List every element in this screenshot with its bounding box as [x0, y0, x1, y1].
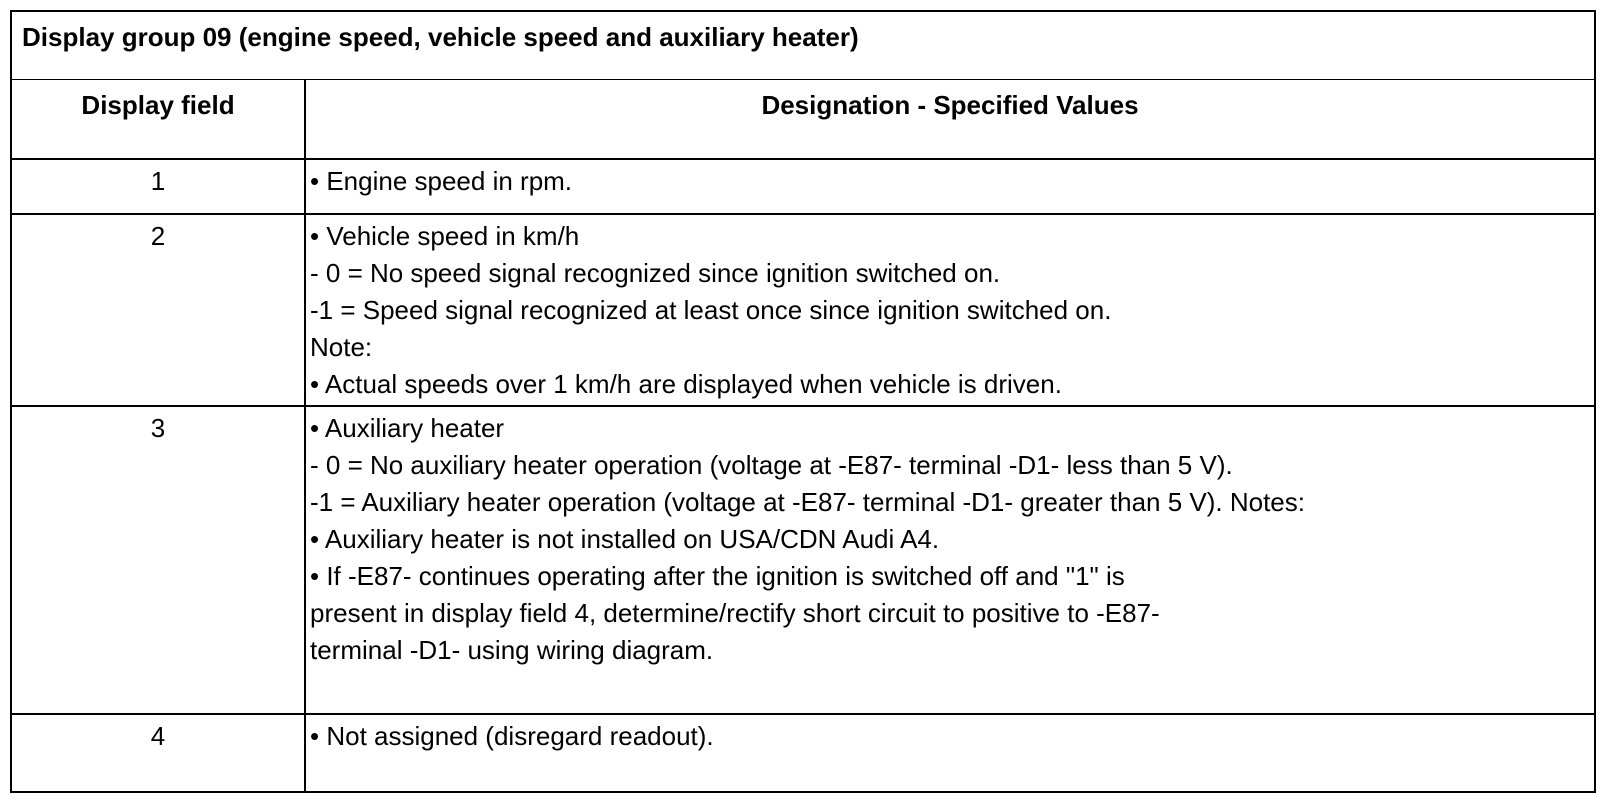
designation-cell — [306, 715, 1594, 791]
table-row — [12, 715, 1594, 791]
field-cell — [12, 215, 306, 405]
field-number: 4 — [150, 721, 166, 751]
field-cell — [12, 160, 306, 213]
header-display-field: Display field — [81, 90, 235, 120]
table-title: Display group 09 (engine speed, vehicle speed and auxiliary heater) — [22, 22, 859, 52]
designation-line: - 0 = No speed signal recognized since ignition switched on. — [310, 258, 1001, 288]
table-header-row — [12, 80, 1594, 160]
designation-cell — [306, 160, 1594, 213]
designation-line: • If -E87- continues operating after the ignition is switched off and "1" is — [310, 561, 1125, 591]
field-number: 2 — [150, 221, 166, 251]
designation-line: - 0 = No auxiliary heater operation (voltage at -E87- terminal -D1- less than 5 V). — [310, 450, 1233, 480]
header-designation: Designation - Specified Values — [761, 90, 1139, 120]
display-group-table — [10, 10, 1596, 793]
field-cell — [12, 715, 306, 791]
designation-cell — [306, 215, 1594, 405]
table-title-row — [12, 12, 1594, 80]
table-row — [12, 407, 1594, 715]
header-cell-display-field — [12, 80, 306, 158]
designation-line: present in display field 4, determine/rectify short circuit to positive to -E87- — [310, 598, 1160, 628]
designation-line: • Not assigned (disregard readout). — [310, 721, 714, 751]
table-row — [12, 160, 1594, 215]
designation-line: • Auxiliary heater is not installed on USA/CDN Audi A4. — [310, 524, 940, 554]
designation-line: Note: — [310, 332, 373, 362]
field-number: 1 — [150, 166, 166, 196]
designation-cell — [306, 407, 1594, 713]
designation-line: -1 = Speed signal recognized at least once since ignition switched on. — [310, 295, 1112, 325]
designation-line: • Vehicle speed in km/h — [310, 221, 580, 251]
field-cell — [12, 407, 306, 713]
table-row — [12, 215, 1594, 407]
designation-line: -1 = Auxiliary heater operation (voltage at -E87- terminal -D1- greater than 5 V). Notes: — [310, 487, 1305, 517]
designation-line: • Actual speeds over 1 km/h are displayed when vehicle is driven. — [310, 369, 1062, 399]
header-cell-designation — [306, 80, 1594, 158]
designation-line: terminal -D1- using wiring diagram. — [310, 635, 714, 665]
designation-line: • Auxiliary heater — [310, 413, 505, 443]
designation-line: • Engine speed in rpm. — [310, 166, 573, 196]
field-number: 3 — [150, 413, 166, 443]
